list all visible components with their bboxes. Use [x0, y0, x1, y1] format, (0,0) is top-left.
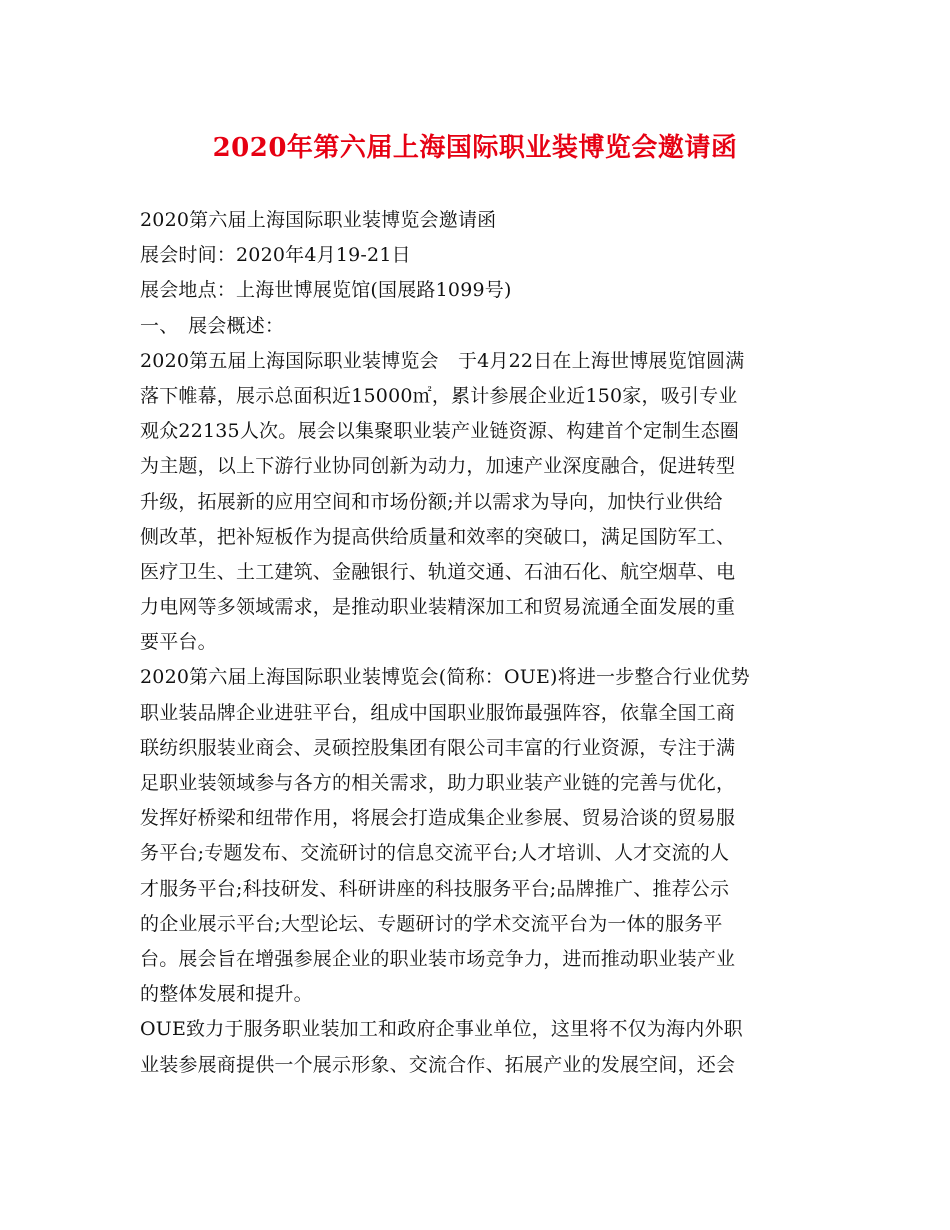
body-line: 发挥好桥梁和纽带作用，将展会打造成集企业参展、贸易洽谈的贸易服: [140, 807, 736, 830]
body-line: 2020第六届上海国际职业装博览会邀请函: [140, 209, 497, 231]
body-line: 展会地点：上海世博展览馆(国展路1099号): [140, 279, 512, 302]
body-line: 务平台;专题发布、交流研讨的信息交流平台;人才培训、人才交流的人: [140, 842, 730, 865]
body-line: 医疗卫生、土工建筑、金融银行、轨道交通、石油石化、航空烟草、电: [140, 560, 736, 583]
body-line: 业装参展商提供一个展示形象、交流合作、拓展产业的发展空间，还会: [140, 1053, 736, 1076]
body-line: 的企业展示平台;大型论坛、专题研讨的学术交流平台为一体的服务平: [140, 912, 723, 935]
body-line: 展会时间：2020年4月19-21日: [140, 244, 411, 267]
body-line: OUE致力于服务职业装加工和政府企事业单位，这里将不仅为海内外职: [140, 1018, 743, 1041]
body-line: 为主题，以上下游行业协同创新为动力，加速产业深度融合，促进转型: [140, 455, 736, 478]
body-line: 力电网等多领域需求，是推动职业装精深加工和贸易流通全面发展的重: [140, 596, 736, 619]
body-line: 要平台。: [140, 631, 217, 654]
document-title: 2020年第六届上海国际职业装博览会邀请函: [212, 133, 738, 163]
body-line: 升级，拓展新的应用空间和市场份额;并以需求为导向，加快行业供给: [140, 490, 723, 513]
body-line: 观众22135人次。展会以集聚职业装产业链资源、构建首个定制生态圈: [140, 420, 740, 443]
body-line: 落下帷幕，展示总面积近15000㎡，累计参展企业近150家，吸引专业: [140, 384, 738, 407]
body-line: 台。展会旨在增强参展企业的职业装市场竞争力，进而推动职业装产业: [140, 947, 736, 970]
body-line: 足职业装领域参与各方的相关需求，助力职业装产业链的完善与优化，: [140, 772, 736, 794]
body-line: 2020第五届上海国际职业装博览会 于4月22日在上海世博展览馆圆满: [140, 349, 745, 372]
document-body: [140, 203, 816, 1083]
body-line: 一、 展会概述：: [140, 314, 285, 337]
body-line: 的整体发展和提升。: [140, 983, 313, 1006]
body-line: 职业装品牌企业进驻平台，组成中国职业服饰最强阵容，依靠全国工商: [140, 701, 736, 724]
body-line: 联纺织服装业商会、灵硕控股集团有限公司丰富的行业资源，专注于满: [140, 736, 736, 759]
body-line: 侧改革，把补短板作为提高供给质量和效率的突破口，满足国防军工、: [140, 525, 736, 548]
body-line: 才服务平台;科技研发、科研讲座的科技服务平台;品牌推广、推荐公示: [140, 877, 730, 900]
body-line: 2020第六届上海国际职业装博览会(简称：OUE)将进一步整合行业优势: [140, 666, 750, 689]
